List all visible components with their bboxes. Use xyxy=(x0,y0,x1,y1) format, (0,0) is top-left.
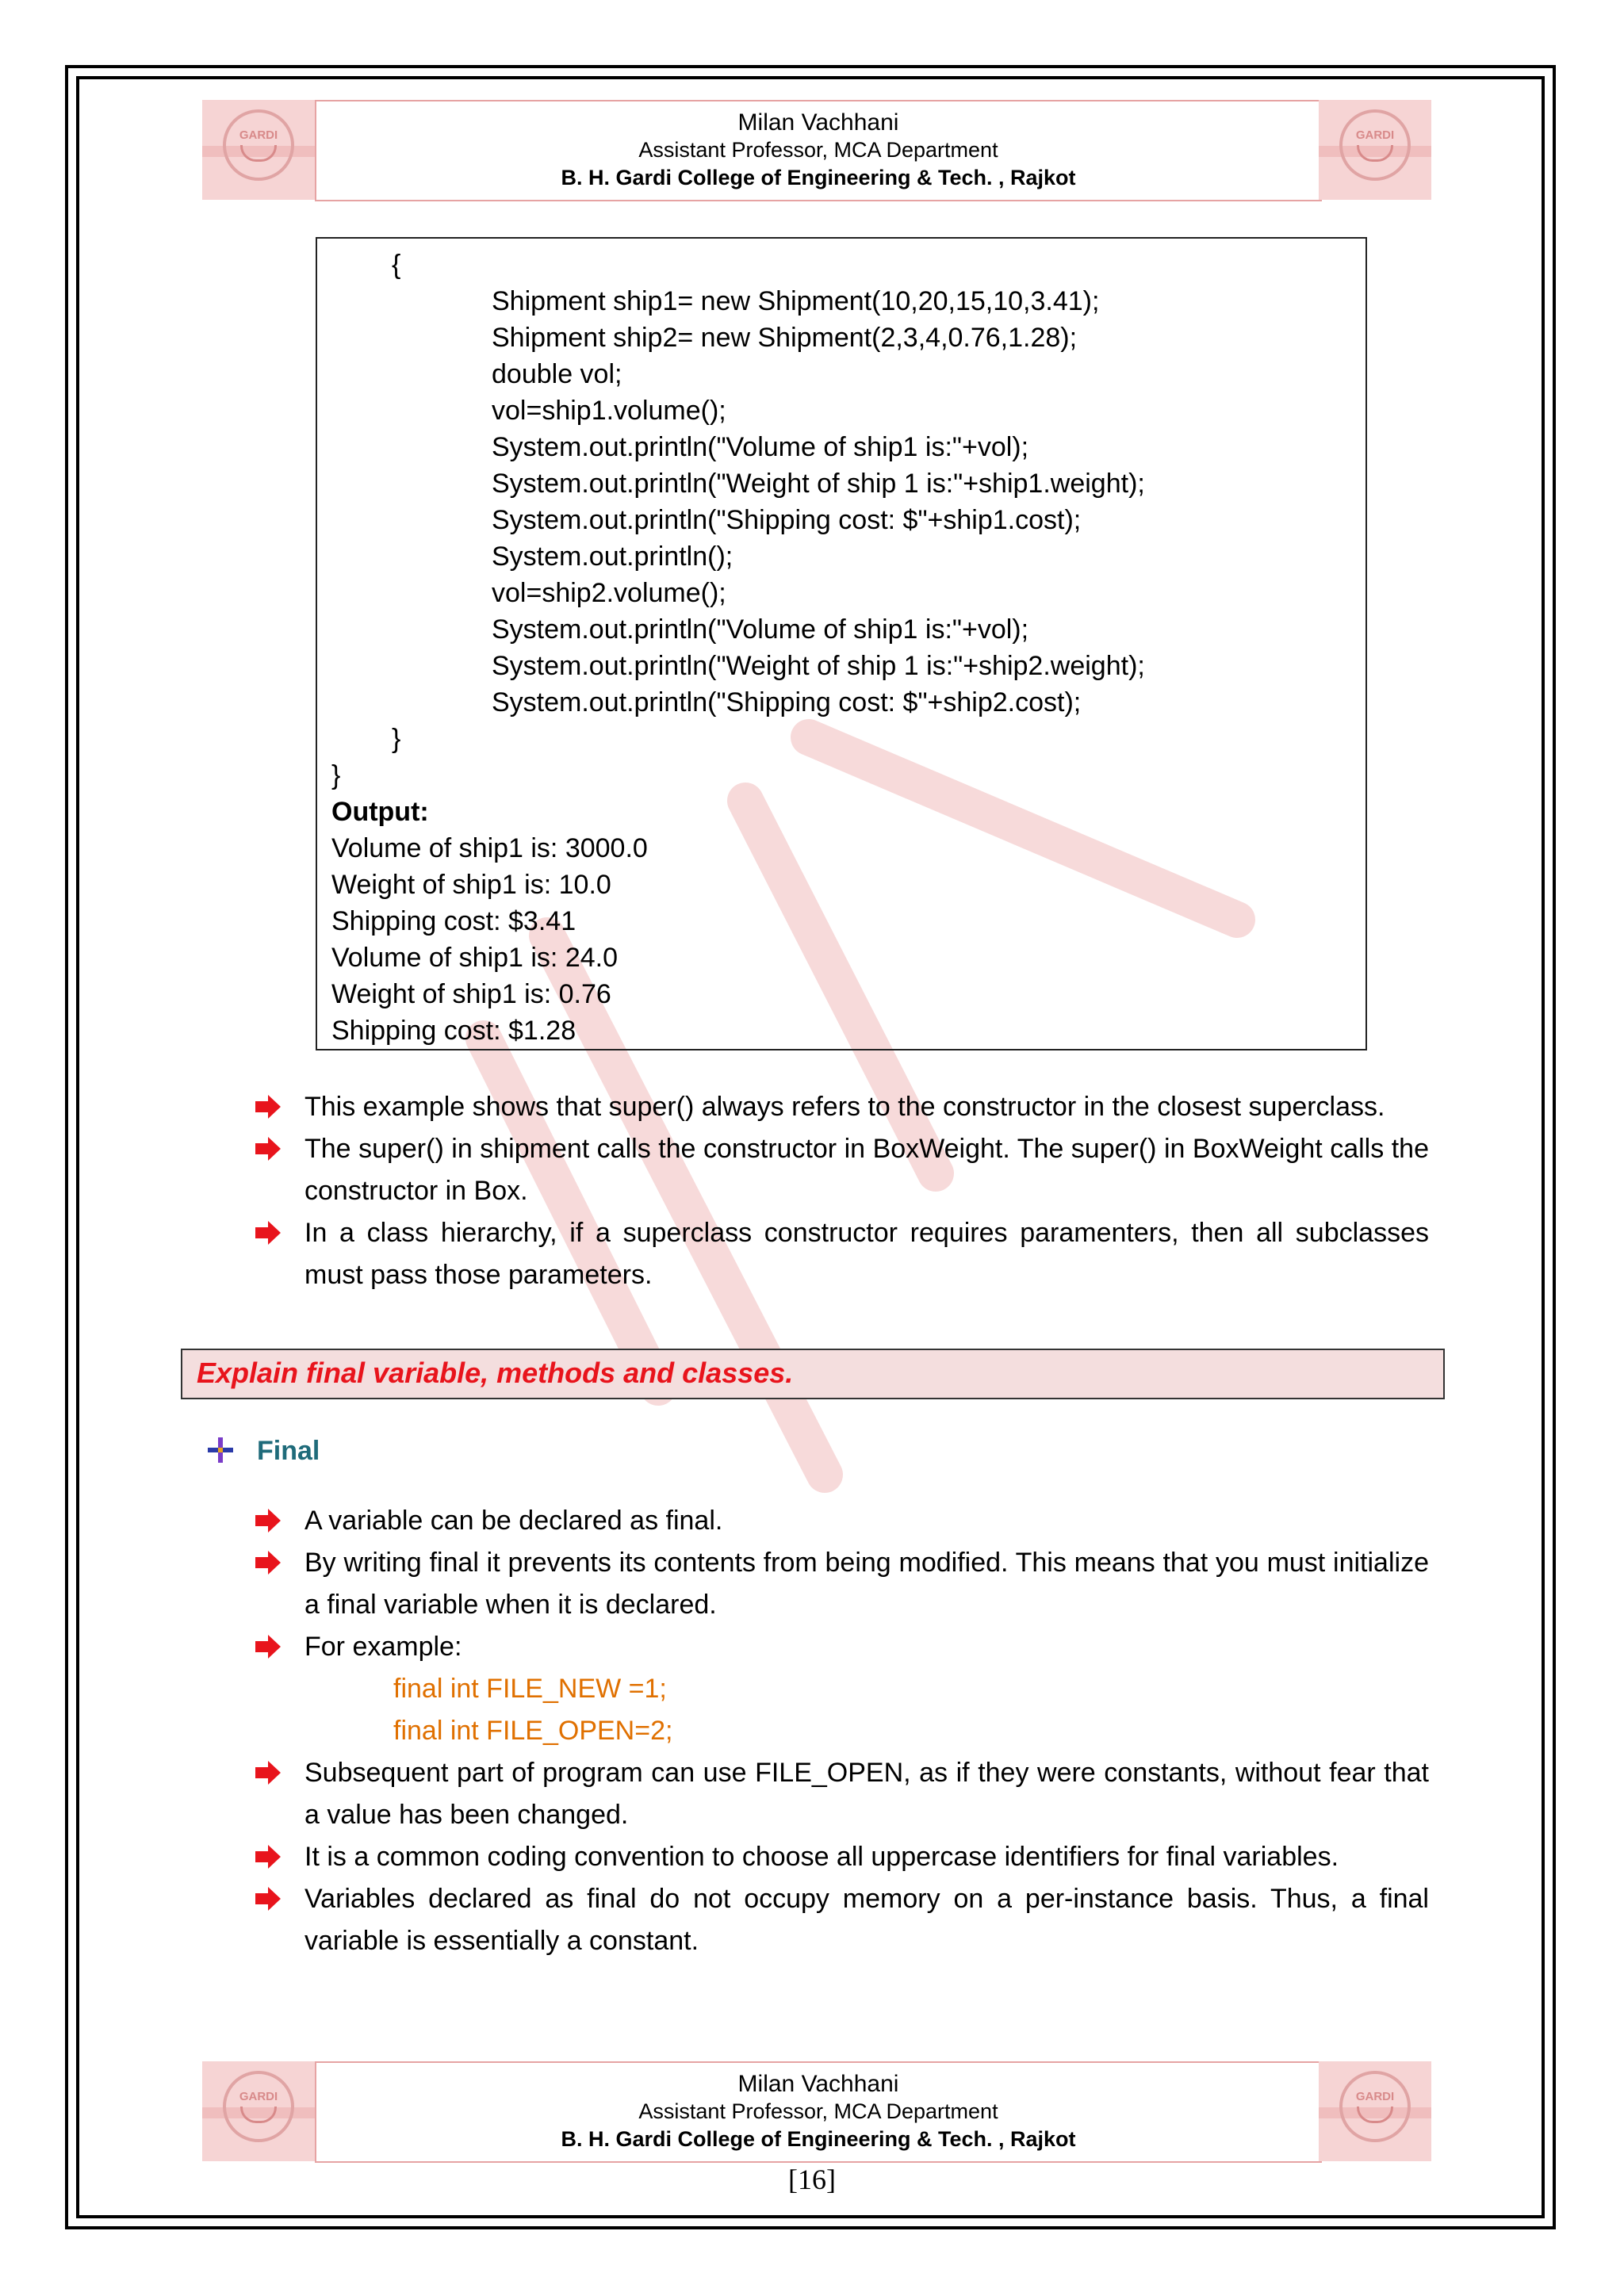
list-item: Variables declared as final do not occupy memory on a per-instance basis. Thus, a final variable is essentially a constant. xyxy=(254,1878,1429,1962)
example-code-line: final int FILE_OPEN=2; xyxy=(393,1716,673,1746)
list-item: In a class hierarchy, if a superclass constructor requires paramenters, then all subclasses must pass those parameters. xyxy=(254,1212,1429,1296)
code-line: System.out.println("Volume of ship1 is:"+vol); xyxy=(492,432,1029,462)
author-name: Milan Vachhani xyxy=(737,109,899,136)
arrow-bullet-icon xyxy=(254,1507,282,1534)
output-line: Shipping cost: $1.28 xyxy=(331,1016,576,1046)
code-line: System.out.println("Volume of ship1 is:"+vol); xyxy=(492,614,1029,645)
output-line: Volume of ship1 is: 24.0 xyxy=(331,943,619,973)
arrow-bullet-icon xyxy=(254,1549,282,1576)
header-info-box xyxy=(315,100,1322,201)
arrow-bullet-icon xyxy=(254,1135,282,1162)
college-name: B. H. Gardi College of Engineering & Tech. , Rajkot xyxy=(561,166,1076,189)
output-line: Weight of ship1 is: 10.0 xyxy=(331,870,611,900)
page-header xyxy=(202,100,1431,200)
output-line: Weight of ship1 is: 0.76 xyxy=(331,979,611,1009)
output-title: Output: xyxy=(331,797,429,827)
page-footer xyxy=(202,2061,1431,2161)
page-number: [16] xyxy=(788,2164,836,2195)
list-item: It is a common coding convention to choose all uppercase identifiers for final variables. xyxy=(254,1836,1429,1878)
output-line: Shipping cost: $3.41 xyxy=(331,906,576,936)
arrow-bullet-icon xyxy=(254,1093,282,1120)
arrow-bullet-icon xyxy=(254,1219,282,1246)
code-line: vol=ship1.volume(); xyxy=(492,396,726,426)
section-heading: Explain final variable, methods and classes. xyxy=(181,1349,1445,1399)
list-item: This example shows that super() always refers to the constructor in the closest superclass. xyxy=(254,1086,1429,1128)
code-line: vol=ship2.volume(); xyxy=(492,578,726,608)
code-line: } xyxy=(392,724,401,754)
output-line: Volume of ship1 is: 3000.0 xyxy=(331,833,648,863)
code-line: System.out.println("Weight of ship 1 is:"+ship2.weight); xyxy=(492,651,1145,681)
arrow-bullet-icon xyxy=(254,1759,282,1786)
college-name: B. H. Gardi College of Engineering & Tech. , Rajkot xyxy=(561,2127,1076,2151)
code-line: Shipment ship1= new Shipment(10,20,15,10,3.41); xyxy=(492,286,1100,316)
code-line: System.out.println(); xyxy=(492,541,733,572)
arrow-bullet-icon xyxy=(254,1843,282,1870)
list-item: The super() in shipment calls the constructor in BoxWeight. The super() in BoxWeight calls the constructor in Box. xyxy=(254,1128,1429,1212)
college-logo-left: GARDI xyxy=(202,2061,315,2161)
code-line: } xyxy=(331,760,341,790)
arrow-bullet-icon xyxy=(254,1885,282,1912)
list-item: For example: xyxy=(254,1626,1429,1668)
code-line: Shipment ship2= new Shipment(2,3,4,0.76,1.28); xyxy=(492,323,1078,353)
college-logo-right: GARDI xyxy=(1319,2061,1431,2161)
code-line: System.out.println("Weight of ship 1 is:"+ship1.weight); xyxy=(492,469,1145,499)
code-line: System.out.println("Shipping cost: $"+ship1.cost); xyxy=(492,505,1082,535)
college-logo-right: GARDI xyxy=(1319,100,1431,200)
code-line: { xyxy=(392,250,401,280)
footer-info-box xyxy=(315,2061,1322,2163)
list-item: By writing final it prevents its contents from being modified. This means that you must initialize a final variable when it is declared. xyxy=(254,1542,1429,1626)
plus-bullet-icon xyxy=(208,1437,233,1463)
arrow-bullet-icon xyxy=(254,1633,282,1660)
author-role: Assistant Professor, MCA Department xyxy=(638,138,998,162)
code-line: System.out.println("Shipping cost: $"+ship2.cost); xyxy=(492,687,1082,718)
college-logo-left: GARDI xyxy=(202,100,315,200)
author-name: Milan Vachhani xyxy=(737,2071,899,2097)
list-item: Subsequent part of program can use FILE_OPEN, as if they were constants, without fear that a value has been changed. xyxy=(254,1752,1429,1836)
code-line: double vol; xyxy=(492,359,622,389)
code-example-box xyxy=(316,237,1367,1050)
example-code-line: final int FILE_NEW =1; xyxy=(393,1674,667,1704)
list-item: A variable can be declared as final. xyxy=(254,1500,1429,1542)
author-role: Assistant Professor, MCA Department xyxy=(638,2099,998,2123)
